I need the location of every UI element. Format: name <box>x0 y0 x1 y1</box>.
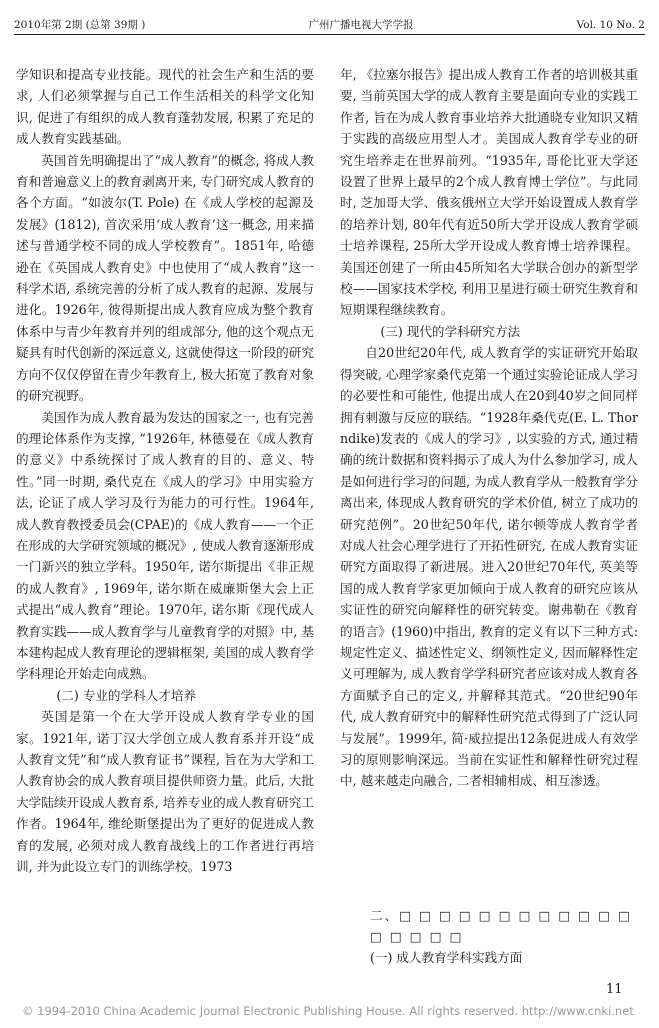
header-journal-title: 广州广播电视大学学报 <box>308 19 414 31</box>
header-issue: 2010年第 2期 (总第 39期 ) <box>14 19 146 31</box>
section-two <box>370 905 640 968</box>
left-column <box>16 64 314 877</box>
subsection-heading: (三) 现代的学科研究方法 <box>380 323 521 339</box>
section-heading: 二、□ □ □ □ □ □ □ □ □ □ □ □ □ □ □ □ □ <box>370 908 633 944</box>
body-paragraph: 英国是第一个在大学开设成人教育学专业的国家。1921年, 诺丁汉大学创立成人教育系并开设“成人教育文凭”和“成人教育证书”课程, 旨在为大学和工人教育协会的成人教育项目提供师资力量。此后, 大批大学陆续开设成人教育系, 培养专业的成人教育研究工作者。1964年, 维纶斯堡提出为了更好的促进成人教育的发展, 必须对成人教育战线上的工作者进行再培训, 并为此设立专门的训练学校。1973 <box>16 709 314 875</box>
page-number: 11 <box>606 982 623 997</box>
section-subheading: (一) 成人教育学科实践方面 <box>370 950 523 965</box>
header-volume: Vol. 10 No. 2 <box>576 19 645 31</box>
body-paragraph: 美国作为成人教育最为发达的国家之一, 也有完善的理论体系作为支撑, “1926年, 林德曼在《成人教育的意义》中系统探讨了成人教育的目的、意义、特性。”同一时期, 桑代克在《成人的学习》中用实验方法, 论证了成人学习及行为能力的可行性。1964年, 成人教育教授委员会(CPAE)的《成人教育——一个正在形成的大学研究领域的概况》, 使成人教育逐渐形成一门新兴的独立学科。1950年, 诺尔斯提出《非正规的成人教育》, 1969年, 诺尔斯在威廉斯堡大会上正式提出“成人教育”理论。1970年, 诺尔斯《现代成人教育实践——成人教育学与儿童教育学的对照》中, 基本建构起成人教育理论的逻辑框架, 美国的成人教育学学科理论开始走向成熟。 <box>16 409 314 682</box>
right-column <box>340 64 638 792</box>
body-paragraph: 年, 《拉塞尔报告》提出成人教育工作者的培训极其重要, 当前英国大学的成人教育主要是面向专业的实践工作者, 旨在为成人教育事业培养大批通晓专业知识又精于实践的高级应用型人才。美国成人教育学专业的研究生培养走在世界前列。“1935年, 哥伦比亚大学还设置了世界上最早的2个成人教育博士学位”。与此同时, 芝加哥大学、俄亥俄州立大学开始设置成人教育学的培养计划, 80年代有近50所大学开设成人教育学硕士培养课程, 25所大学开设成人教育博士培养课程。美国还创建了一所由45所知名大学联合创办的新型学校——国家技术学校, 利用卫星进行硕士研究生教育和短期课程继续教育。 <box>340 67 638 318</box>
subsection-heading: (二) 专业的学科人才培养 <box>56 687 197 703</box>
body-paragraph: 英国首先明确提出了“成人教育”的概念, 将成人教育和普遍意义上的教育剥离开来, 专门研究成人教育的各个方面。“如波尔(T. Pole) 在《成人学校的起源及发展》(1812), 首次采用‘成人教育’这一概念, 用来描述与普通学校不同的成人学校教育”。1851年, 哈德逊在《英国成人教育史》中也使用了“成人教育”这一科学术语, 系统完善的分析了成人教育的起源、发展与进化。1926年, 彼得斯提出成人教育应成为整个教育体系中与青少年教育并列的组成部分, 他的这个观点无疑具有时代创新的深远意义, 这就使得这一阶段的研究方向不仅仅停留在青少年教育上, 极大拓宽了教育对象的研究视野。 <box>16 152 314 404</box>
body-paragraph: 学知识和提高专业技能。现代的社会生产和生活的要求, 人们必须掌握与自己工作生活相关的科学文化知识, 促进了有组织的成人教育蓬勃发展, 积累了充足的成人教育实践基础。 <box>16 67 314 147</box>
copyright-footer: © 1994-2010 China Academic Journal Electronic Publishing House. All rights reserved. http://www.cnki.net <box>22 1004 634 1018</box>
body-paragraph: 自20世纪20年代, 成人教育学的实证研究开始取得突破, 心理学家桑代克第一个通过实验论证成人学习的必要性和可能性, 他提出成人在20到40岁之间同样拥有刺激与反应的联结。“1928年桑代克(E. L. Thorndike)发表的《成人的学习》, 以实验的方式, 通过精确的统计数据和资料揭示了成人为什么参加学习, 成人是如何进行学习的问题, 为成人教育学从一般教育学分离出来, 体现成人教育研究的学术价值, 树立了成功的研究范例”。20世纪50年代, 诺尔顿等成人教育学者对成人社会心理学进行了开拓性研究, 在成人教育实证研究方面取得了新进展。进入20世纪70年代, 英美等国的成人教育学家更加倾向于成人教育的研究应该从实证性的研究向解释性的研究转变。谢弗勒在《教育的语言》(1960)中指出, 教育的定义有以下三种方式: 规定性定义、描述性定义、纲领性定义, 因而解释性定义可理解为, 成人教育学学科研究者应该对成人教育各方面赋予自己的定义, 并解释其范式。“20世纪90年代, 成人教育研究中的解释性研究范式得到了广泛认同与发展”。1999年, 简·威拉提出12条促进成人有效学习的原则影响深远。当前在实证性和解释性研究过程中, 越来越走向融合, 二者相辅相成、相互渗透。 <box>340 345 638 789</box>
running-header <box>14 10 645 32</box>
header-rule <box>14 34 645 35</box>
